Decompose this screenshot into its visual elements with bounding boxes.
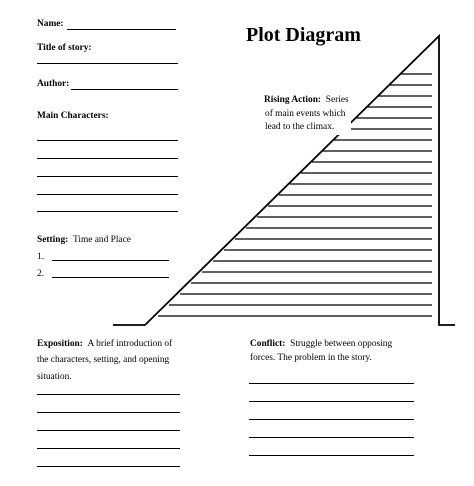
conflict-blank-line: [249, 401, 414, 402]
exposition-blank-line: [37, 394, 180, 395]
exposition-text: A brief introduction of: [87, 339, 173, 349]
title-of-story-label: Title of story:: [37, 43, 92, 53]
name-label: Name:: [37, 19, 64, 29]
exposition-text: the characters, setting, and opening: [37, 355, 170, 366]
plot-triangle-outline: [113, 36, 455, 325]
main-characters-label: Main Characters:: [37, 111, 109, 121]
conflict-blank-line: [249, 455, 414, 456]
setting-text: Time and Place: [72, 235, 131, 245]
rising-action-label: Rising Action:: [264, 95, 322, 105]
rising-action-text: of main events which: [265, 108, 346, 119]
setting-item-number: 2.: [37, 269, 45, 279]
exposition-description: [37, 336, 172, 385]
setting-label: Setting:: [37, 235, 69, 245]
conflict-blank-line: [249, 419, 414, 420]
rising-action-text: lead to the climax.: [265, 122, 335, 133]
exposition-blank-line: [37, 412, 180, 413]
exposition-text: situation.: [37, 371, 72, 382]
conflict-blank-line: [249, 383, 414, 384]
conflict-text: Struggle between opposing: [290, 339, 393, 349]
plot-diagram-title: Plot Diagram: [246, 24, 361, 46]
conflict-text: forces. The problem in the story.: [250, 353, 372, 364]
conflict-description: [250, 337, 392, 365]
rising-action-description: [262, 94, 351, 135]
conflict-blank-line: [249, 437, 414, 438]
exposition-label: Exposition:: [37, 339, 83, 349]
exposition-blank-line: [37, 466, 180, 467]
rising-action-text: Series: [325, 95, 349, 105]
conflict-label: Conflict:: [250, 339, 286, 349]
author-label: Author:: [37, 79, 70, 89]
setting-item-number: 1.: [37, 252, 45, 262]
exposition-blank-line: [37, 430, 180, 431]
exposition-blank-line: [37, 448, 180, 449]
